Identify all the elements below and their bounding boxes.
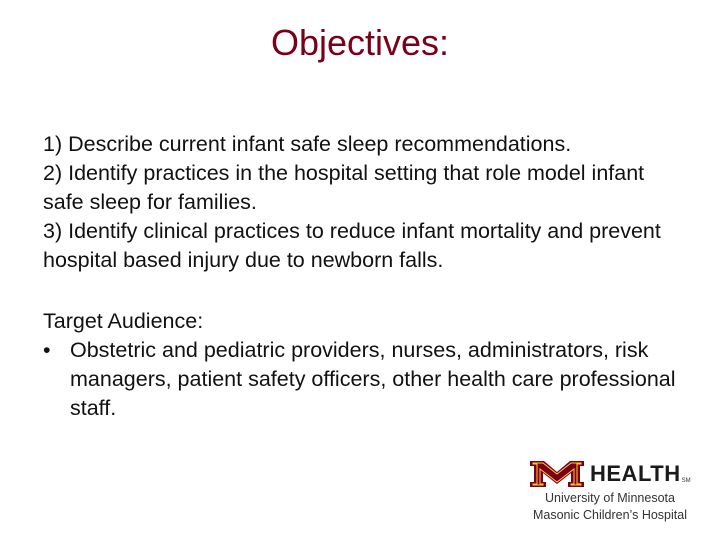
logo-university-line: University of Minnesota [545,491,675,505]
bullet-icon: • [43,338,51,362]
objective-3: 3) Identify clinical practices to reduce infant mortality and prevent hospital based injury due to newborn falls. [43,219,661,272]
objective-1: 1) Describe current infant safe sleep recommendations. [43,132,572,156]
audience-text: Obstetric and pediatric providers, nurses, administrators, risk managers, patient safety officers, other health care professional staff. [70,338,676,420]
logo-hospital-line: Masonic Children’s Hospital [532,508,687,522]
slide-body [43,130,683,423]
section-spacer [43,275,683,307]
objective-2: 2) Identify practices in the hospital setting that role model infant safe sleep for families. [43,161,645,214]
logo-health-word: HEALTH [590,461,681,486]
block-m-icon [530,461,584,487]
target-audience-label: Target Audience: [43,309,204,333]
audience-list-item [43,336,683,423]
umn-health-logo [520,460,700,530]
logo-header [530,460,691,488]
slide-title: Objectives: [270,22,450,63]
logo-service-mark: SM [681,478,691,484]
